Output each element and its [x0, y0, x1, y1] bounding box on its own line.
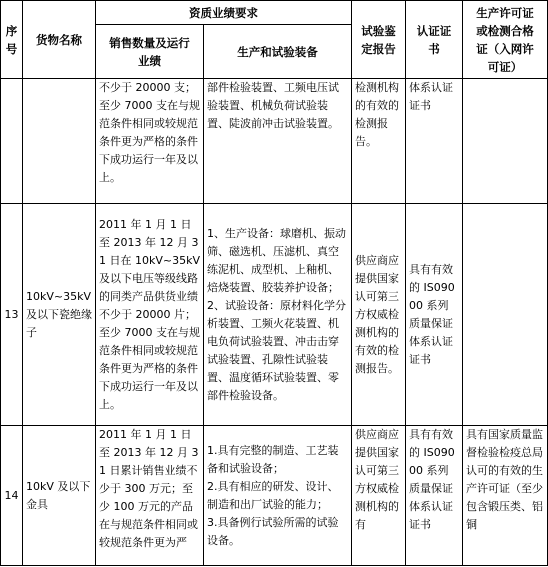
header-certificate: 认证证 书 — [406, 1, 463, 79]
row-test-report: 检测机构的有效的检测报告。 — [352, 79, 406, 204]
row-seq: 13 — [1, 204, 23, 426]
row-equipment: 1.具有完整的制造、工艺装备和试验设备； 2.具有相应的研发、设计、制造和出厂试验的能力； 3.具备例行试验所需的试验设备。 — [204, 426, 352, 566]
table-row — [1, 204, 548, 426]
header-test-report: 试验鉴 定报告 — [352, 1, 406, 79]
row-goods-name: 10kV 及以下金具 — [23, 426, 96, 566]
header-license: 生产许可证 或检测合格 证（入网许 可证） — [463, 1, 548, 79]
table-row — [1, 426, 548, 566]
header-goods-name: 货物名称 — [23, 1, 96, 79]
row-equipment: 1、生产设备：球磨机、振动筛、磁选机、压滤机、真空练泥机、成型机、上釉机、焙烧装置、胶装养护设备； 2、试验设备：原材料化学分析装置、工频火花装置、机电负荷试验装置、冲击击穿试验装置、孔隙性试验装置、温度循环试验装置、零部件检验设备。 — [204, 204, 352, 426]
row-equipment: 部件检验装置、工频电压试验装置、机械负荷试验装置、陡波前冲击试验装置。 — [204, 79, 352, 204]
row-certificate: 具有有效的 IS09000 系列质量保证体系认证证书 — [406, 426, 463, 566]
row-license: 具有国家质量监督检验检疫总局认可的有效的生产许可证（至少包含锻压类、铝铜 — [463, 426, 548, 566]
row-test-report: 供应商应提供国家认可第三方权威检测机构的有 — [352, 426, 406, 566]
header-production-equipment: 生产和试验装备 — [204, 25, 352, 79]
row-goods-name — [23, 79, 96, 204]
header-seq: 序 号 — [1, 1, 23, 79]
row-sales: 不少于 20000 支；至少 7000 支在与规范条件相同或较规范条件更为严格的条件下成功运行一年及以上。 — [96, 79, 204, 204]
header-qualification: 资质业绩要求 — [96, 1, 352, 25]
row-license — [463, 79, 548, 204]
row-test-report: 供应商应提供国家认可第三方权威检测机构的有效的检测报告。 — [352, 204, 406, 426]
row-sales: 2011 年 1 月 1 日至 2013 年 12 月 31 日在 10kV~35kV 及以下电压等级线路的同类产品供货业绩不少于 20000 片；至少 7000 支在与规范条件相同或较规范条件更为严格的条件下成功运行一年及以上。 — [96, 204, 204, 426]
row-seq: 14 — [1, 426, 23, 566]
row-license — [463, 204, 548, 426]
row-certificate: 体系认证证书 — [406, 79, 463, 204]
row-certificate: 具有有效的 IS09000 系列质量保证体系认证证书 — [406, 204, 463, 426]
row-goods-name: 10kV~35kV及以下瓷绝缘子 — [23, 204, 96, 426]
row-sales: 2011 年 1 月 1 日至 2013 年 12 月 31 日累计销售业绩不少于 300 万元；至少 100 万元的产品在与规范条件相同或较规范条件更为严 — [96, 426, 204, 566]
row-seq — [1, 79, 23, 204]
header-sales-performance: 销售数量及运行 业绩 — [96, 25, 204, 79]
table-row — [1, 79, 548, 204]
